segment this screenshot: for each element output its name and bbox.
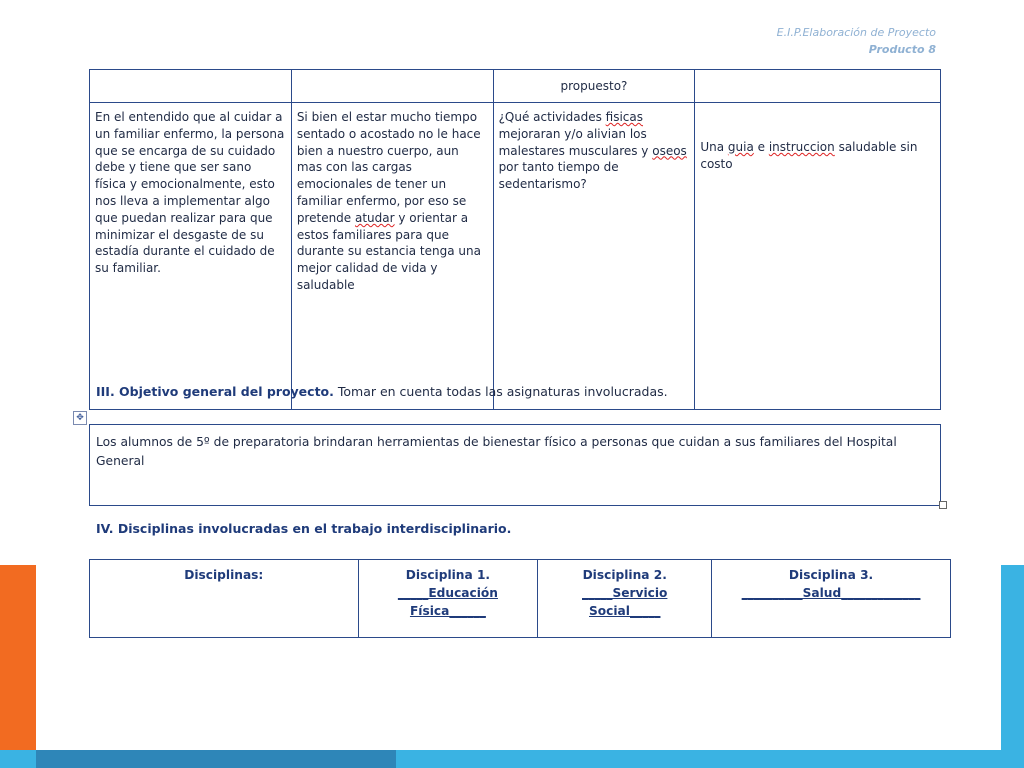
product-cell: Una guia e instruccion saludable sin costo (695, 103, 941, 410)
page-header (777, 24, 936, 58)
blue-side-bar (1001, 565, 1024, 768)
header-product: Producto 8 (868, 43, 936, 56)
orange-side-bar (0, 565, 36, 768)
objective-box: Los alumnos de 5º de preparatoria brindaran herramientas de bienestar físico a personas que cuidan a sus familiares del Hospital General (89, 424, 941, 506)
section-3-heading (96, 384, 668, 399)
section-3-title: III. Objetivo general del proyecto. (96, 384, 334, 399)
question-cell: ¿Qué actividades fisicas mejoraran y/o alivian los malestares musculares y oseos por tanto tiempo de sedentarismo? (493, 103, 695, 410)
header-cell: propuesto? (493, 70, 695, 103)
disciplines-label: Disciplinas: (90, 560, 359, 638)
disciplines-table (89, 559, 951, 638)
discipline-2-cell: Disciplina 2. _____Servicio Social_____ (538, 560, 712, 638)
table-move-handle-icon[interactable]: ✥ (73, 411, 87, 425)
justification-cell: En el entendido que al cuidar a un familiar enfermo, la persona que se encarga de su cuidado debe y tiene que ser sano física y emocionalmente, esto nos lleva a implementar algo que puedan realizar para que minimizar el desgaste de su estadía durante el cuidado de su familiar. (90, 103, 292, 410)
table-header-row (90, 70, 941, 103)
discipline-3-cell: Disciplina 3. __________Salud_____________ (712, 560, 951, 638)
section-4-heading: IV. Disciplinas involucradas en el trabajo interdisciplinario. (96, 521, 512, 536)
header-title: E.I.P.Elaboración de Proyecto (776, 26, 936, 39)
discipline-1-cell: Disciplina 1. _____Educación Física______ (358, 560, 538, 638)
project-table (89, 69, 941, 410)
problem-cell: Si bien el estar mucho tiempo sentado o acostado no le hace bien a nuestro cuerpo, aun mas con las cargas emocionales de tener un familiar enfermo, por eso se pretende atudar y orientar a estos familiares para que durante su estancia tenga una mejor calidad de vida y saludable (291, 103, 493, 410)
header-cell (90, 70, 292, 103)
table-row (90, 103, 941, 410)
dark-blue-bottom-bar (36, 750, 396, 768)
section-3-text: Tomar en cuenta todas las asignaturas involucradas. (333, 384, 668, 399)
header-cell (291, 70, 493, 103)
table-row (90, 560, 951, 638)
header-cell (695, 70, 941, 103)
table-resize-handle-icon[interactable] (939, 501, 947, 509)
